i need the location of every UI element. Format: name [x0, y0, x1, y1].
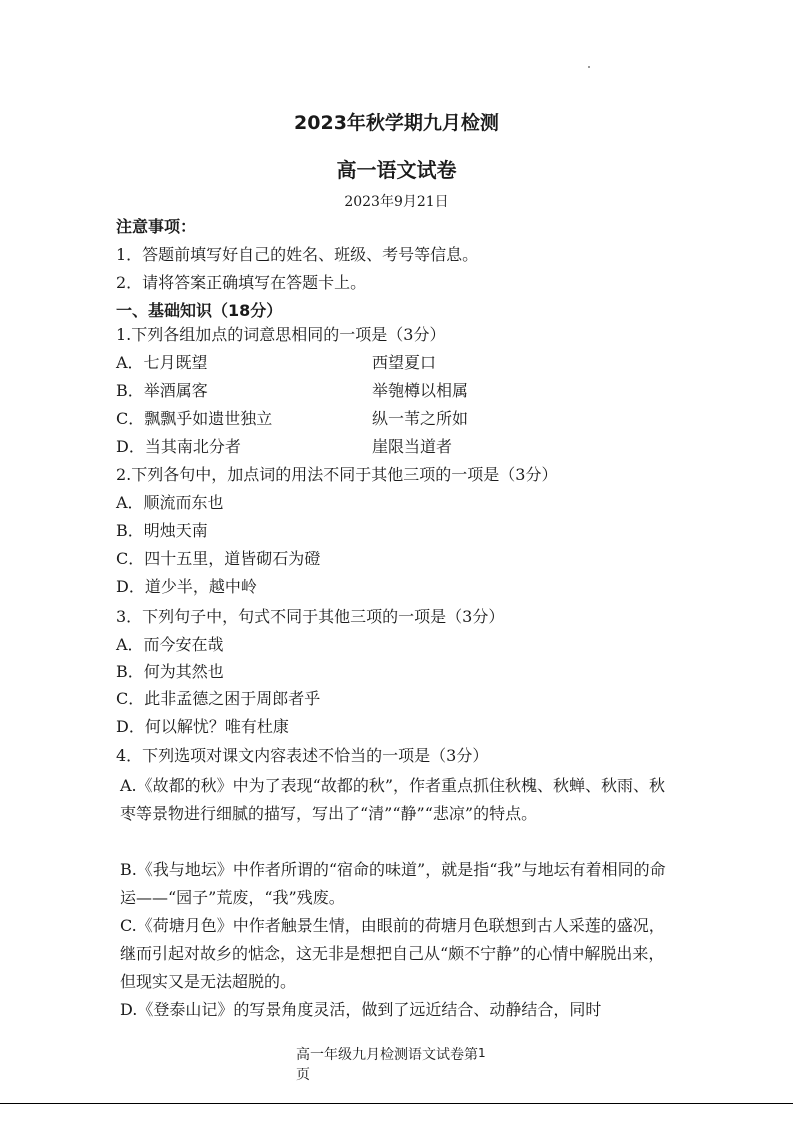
- option-right: 举匏樽以相属: [372, 381, 469, 400]
- question-stem: 4．下列选项对课文内容表述不恰当的一项是（3分）: [116, 746, 489, 765]
- option: D．何以解忧？唯有杜康: [116, 717, 289, 736]
- option: A．而今安在哉: [116, 635, 224, 654]
- speck: [588, 66, 590, 68]
- option-paragraph: D.《登泰山记》的写景角度灵活，做到了远近结合、动静结合，同时: [120, 1000, 602, 1019]
- option: B．何为其然也: [116, 662, 224, 681]
- option: A．顺流而东也: [116, 493, 224, 512]
- option-left: D．当其南北分者: [116, 437, 241, 456]
- option-right: 西望夏口: [372, 353, 437, 372]
- note-item: 1．答题前填写好自己的姓名、班级、考号等信息。: [116, 245, 479, 264]
- footer-page-number: 1: [478, 1046, 486, 1060]
- page-footer: [296, 1043, 516, 1085]
- option-paragraph: A.《故都的秋》中为了表现“故都的秋”，作者重点抓住秋槐、秋蝉、秋雨、秋枣等景物进行细腻的描写，写出了“清”“静”“悲凉”的特点。: [120, 776, 666, 823]
- option-right: 崖限当道者: [372, 437, 453, 456]
- note-item: 2．请将答案正确填写在答题卡上。: [116, 273, 367, 292]
- exam-title: 2023年秋学期九月检测: [294, 112, 499, 134]
- option-paragraph: B.《我与地坛》中作者所谓的“宿命的味道”，就是指“我”与地坛有着相同的命运——“园子”荒废，“我”残废。: [120, 860, 666, 907]
- notes-heading: 注意事项：: [116, 217, 197, 236]
- exam-date: 2023年9月21日: [344, 194, 449, 210]
- footer-suffix: 页: [296, 1067, 310, 1083]
- option-left: B．举酒属客: [116, 381, 208, 400]
- option-paragraph: C.《荷塘月色》中作者触景生情，由眼前的荷塘月色联想到古人采莲的盛况，继而引起对故乡的惦念，这无非是想把自己从“颇不宁静”的心情中解脱出来，但现实又是无法超脱的。: [120, 916, 665, 991]
- option: D．道少半，越中岭: [116, 577, 257, 596]
- question-stem: 1.下列各组加点的词意思相同的一项是（3分）: [116, 325, 446, 344]
- option-right: 纵一苇之所如: [372, 409, 469, 428]
- option: C．此非孟德之困于周郎者乎: [116, 689, 321, 708]
- option-left: A．七月既望: [116, 353, 208, 372]
- option: B．明烛天南: [116, 521, 208, 540]
- bottom-rule: [0, 1103, 793, 1104]
- exam-subtitle: 高一语文试卷: [336, 158, 457, 182]
- option-left: C．飘飘乎如遗世独立: [116, 409, 273, 428]
- option: C．四十五里，道皆砌石为磴: [116, 549, 321, 568]
- section-heading: 一、基础知识（18分）: [116, 301, 283, 320]
- question-stem: 2.下列各句中，加点词的用法不同于其他三项的一项是（3分）: [116, 465, 558, 484]
- footer-text: 高一年级九月检测语文试卷第: [296, 1047, 478, 1063]
- question-stem: 3．下列句子中，句式不同于其他三项的一项是（3分）: [116, 607, 505, 626]
